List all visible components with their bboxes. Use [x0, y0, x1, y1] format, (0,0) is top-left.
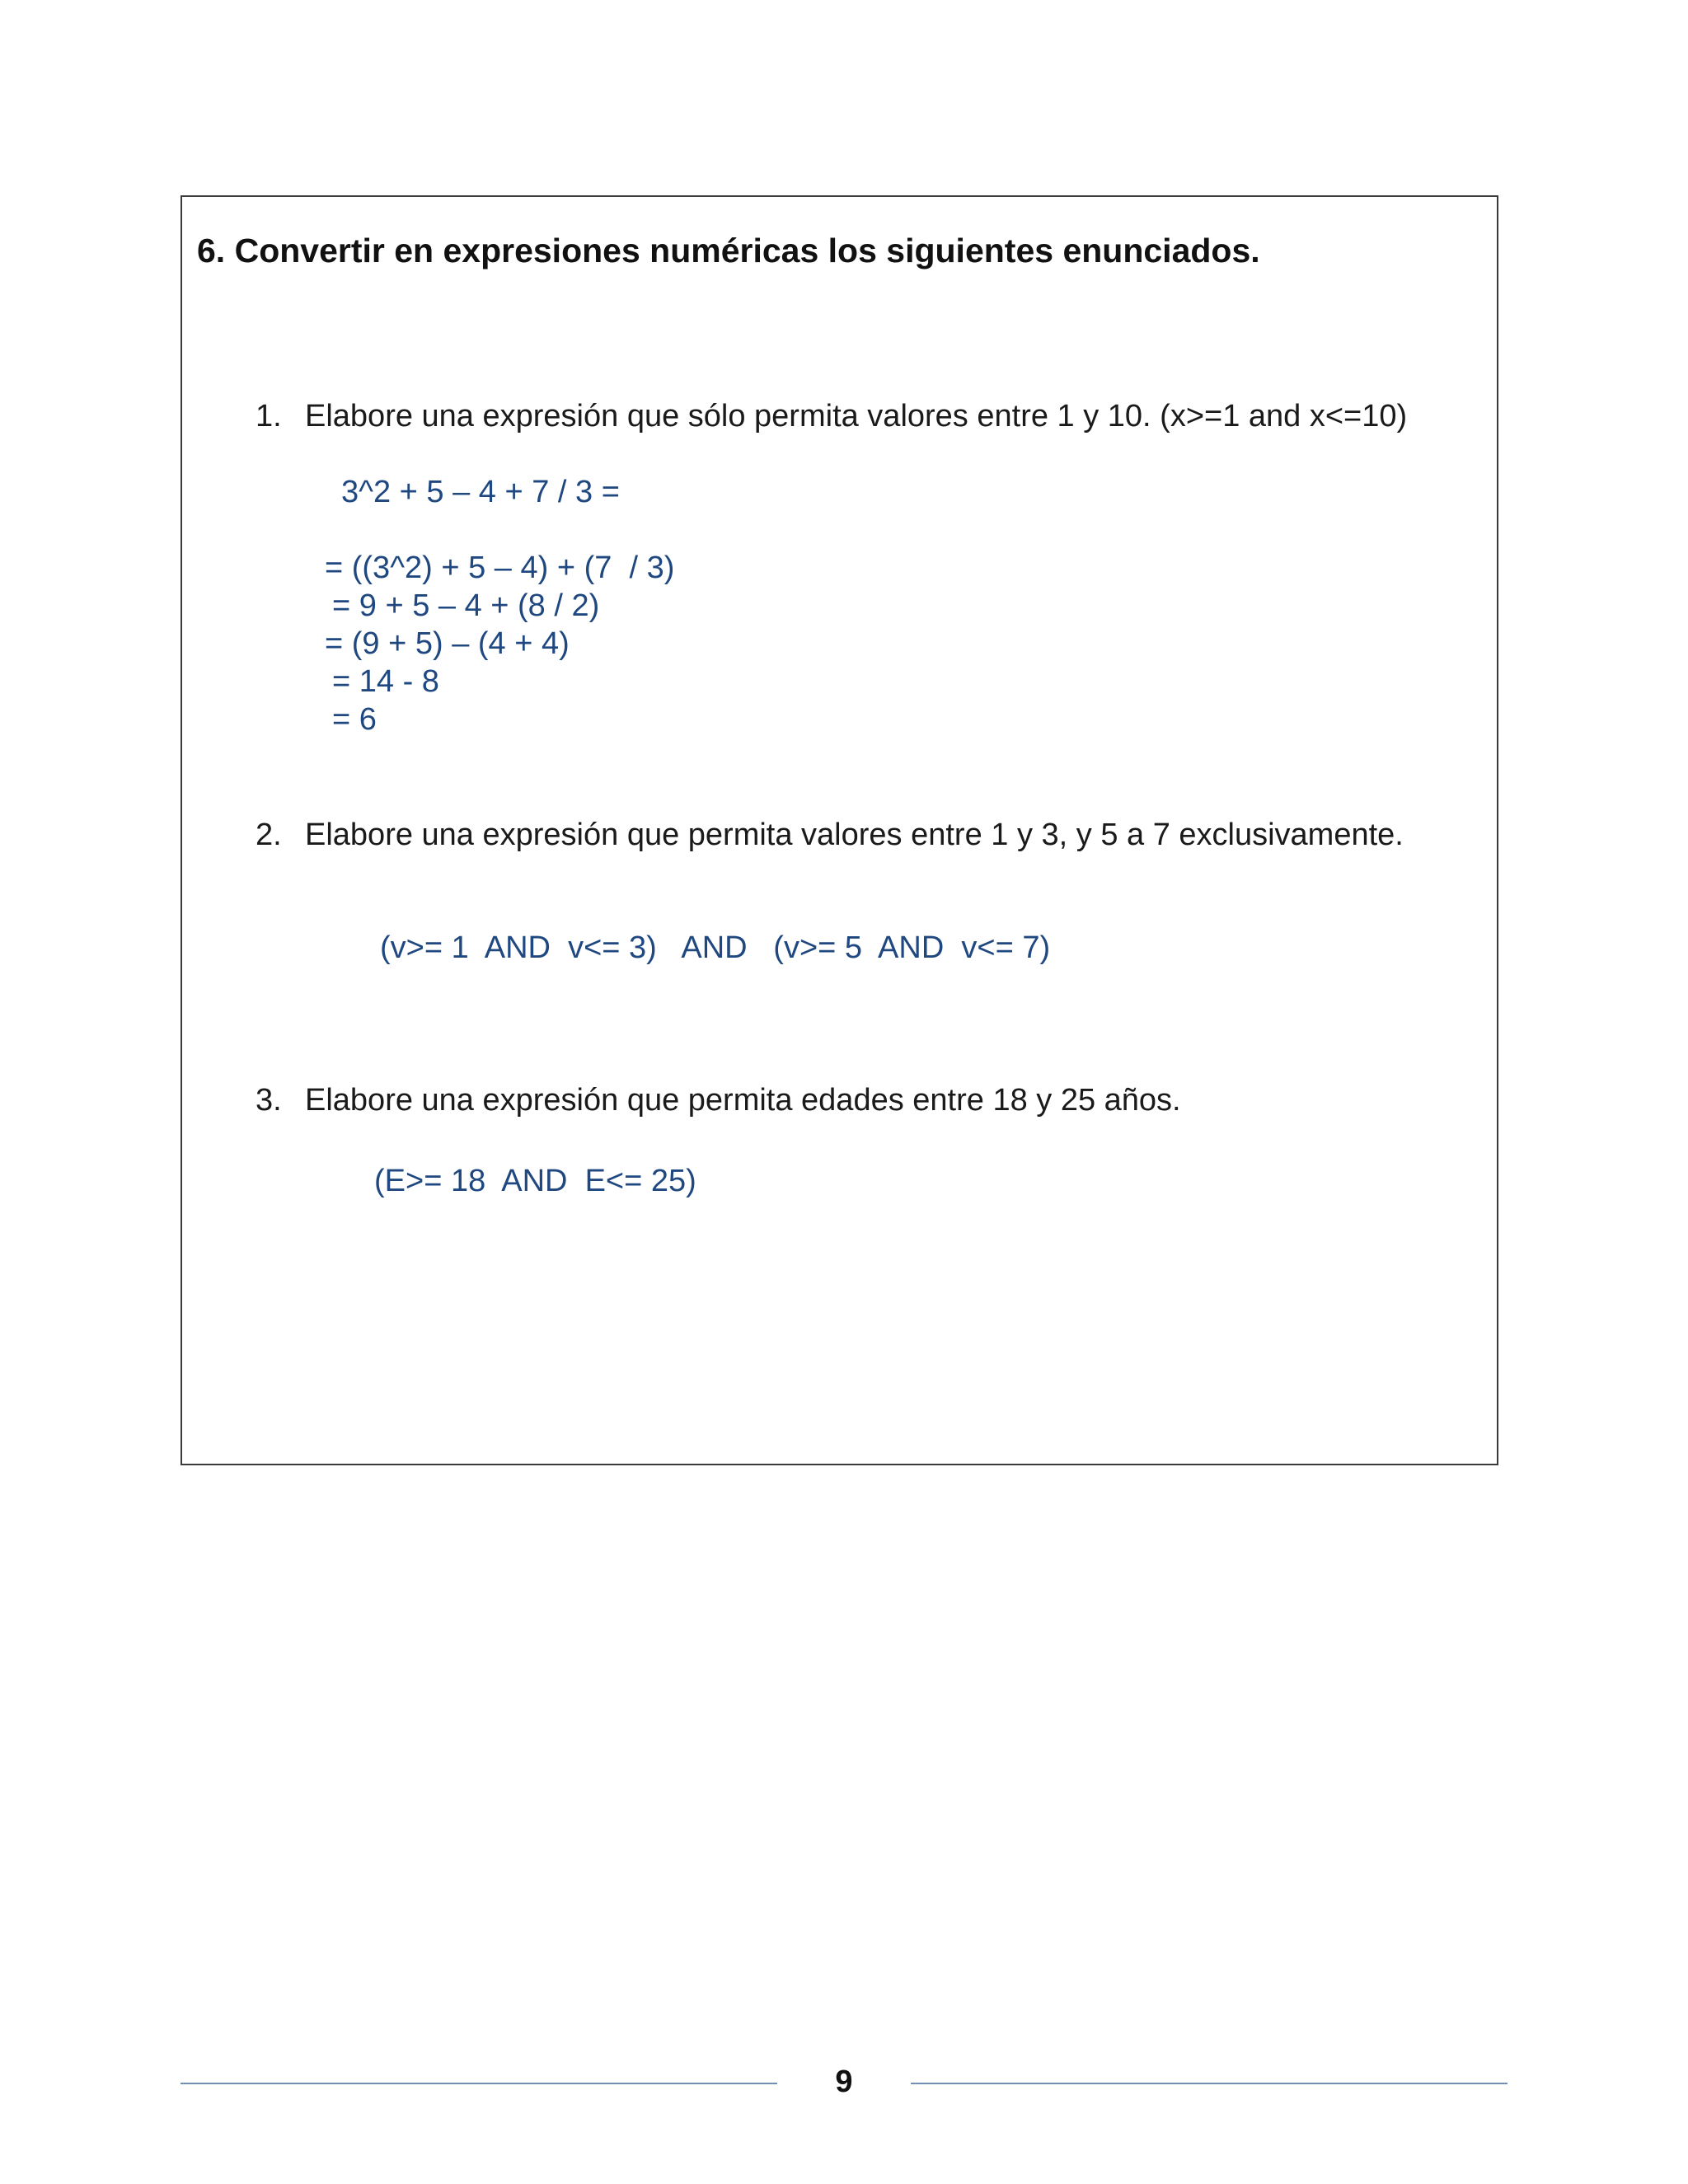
answer-1-line-1: 3^2 + 5 – 4 + 7 / 3 = [341, 475, 620, 509]
answer-1-line-3: = 9 + 5 – 4 + (8 / 2) [332, 588, 600, 623]
question-3-number: 3. [256, 1083, 282, 1118]
question-3 [256, 1083, 1181, 1118]
question-1-number: 1. [256, 399, 282, 434]
answer-3-line-1: (E>= 18 AND E<= 25) [374, 1164, 696, 1198]
answer-1-line-6: = 6 [332, 702, 377, 737]
answer-1-line-4: = (9 + 5) – (4 + 4) [325, 626, 570, 661]
footer-rule-right [911, 2083, 1507, 2084]
question-2-text: Elabore una expresión que permita valores entre 1 y 3, y 5 a 7 exclusivamente. [305, 818, 1404, 852]
exercise-box [181, 195, 1498, 1465]
section-title: 6. Convertir en expresiones numéricas los siguientes enunciados. [197, 232, 1260, 269]
answer-1-line-5: = 14 - 8 [332, 664, 439, 699]
page-number: 9 [835, 2064, 853, 2099]
question-3-text: Elabore una expresión que permita edades entre 18 y 25 años. [305, 1083, 1181, 1118]
question-1-text: Elabore una expresión que sólo permita valores entre 1 y 10. (x>=1 and x<=10) [305, 399, 1408, 434]
question-1 [256, 399, 1407, 434]
question-2-number: 2. [256, 818, 282, 852]
answer-2-line-1: (v>= 1 AND v<= 3) AND (v>= 5 AND v<= 7) [380, 930, 1051, 965]
footer-rule-left [181, 2083, 777, 2084]
answer-1-line-2: = ((3^2) + 5 – 4) + (7 / 3) [325, 551, 675, 585]
question-2 [256, 818, 1404, 853]
